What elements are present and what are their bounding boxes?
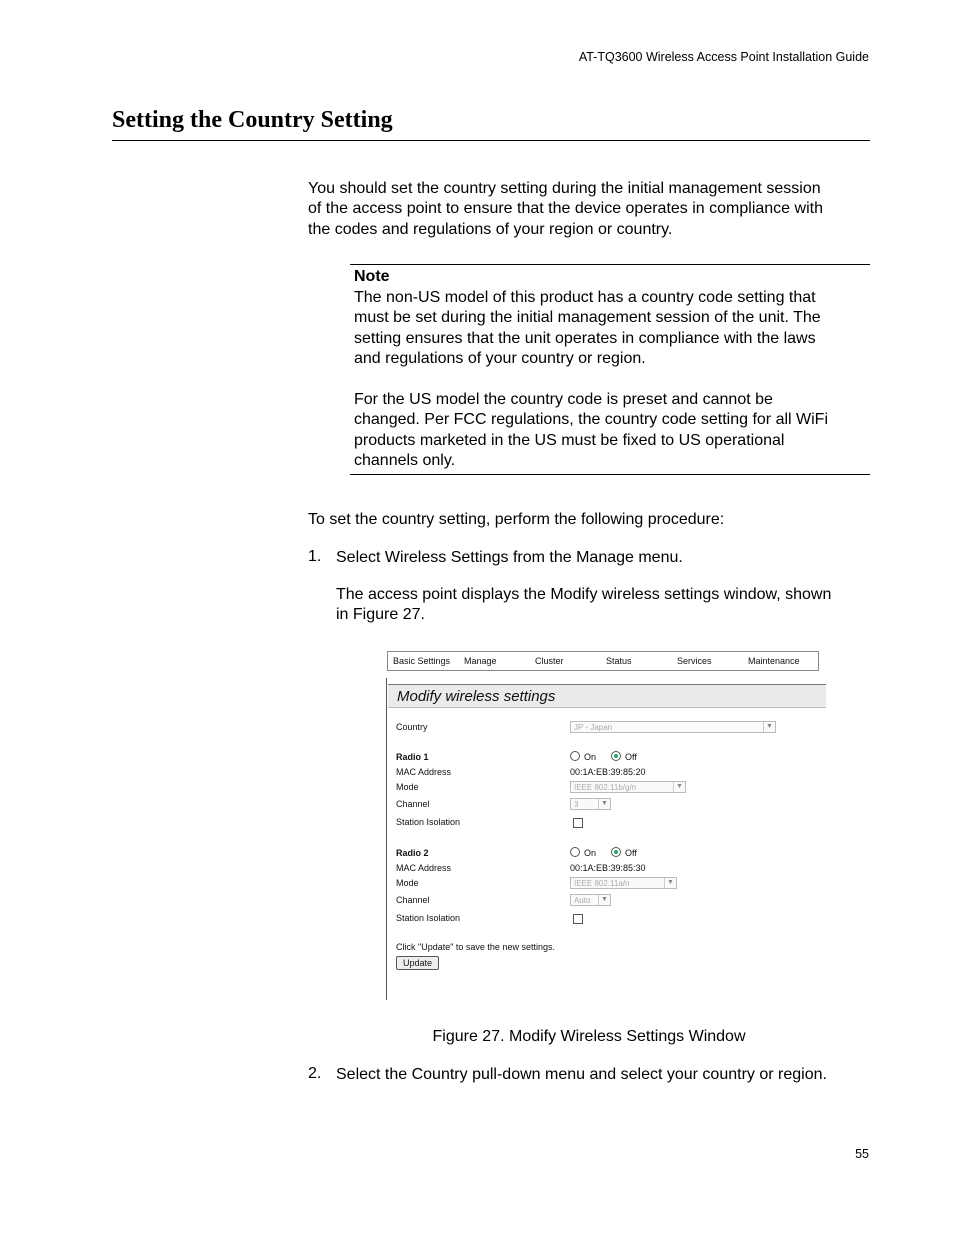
- menu-services[interactable]: Services: [677, 656, 712, 666]
- procedure-intro: To set the country setting, perform the following procedure:: [308, 511, 725, 528]
- radio2-title: Radio 2: [396, 848, 429, 858]
- menu-manage[interactable]: Manage: [464, 656, 497, 666]
- running-header: AT-TQ3600 Wireless Access Point Installation Guide: [578, 50, 869, 64]
- note-line: must be set during the initial management session of the unit. The: [354, 309, 821, 326]
- radio1-on-radio[interactable]: [570, 751, 580, 761]
- intro-line: the codes and regulations of your region or country.: [308, 220, 673, 238]
- note-line: The non-US model of this product has a country code setting that: [354, 288, 816, 306]
- country-select[interactable]: [570, 721, 776, 733]
- note-line: channels only.: [354, 452, 456, 469]
- chevron-down-icon: ▼: [664, 878, 676, 888]
- title-rule: [112, 140, 870, 141]
- radio1-mode-label: Mode: [396, 782, 419, 792]
- intro-paragraph: [308, 179, 870, 240]
- menu-cluster[interactable]: Cluster: [535, 656, 564, 666]
- country-label: Country: [396, 722, 428, 732]
- radio2-toggle: [570, 847, 637, 858]
- radio2-on-radio[interactable]: [570, 847, 580, 857]
- chevron-down-icon: ▼: [763, 722, 775, 732]
- step-1-detail-line: The access point displays the Modify wireless settings window, shown: [336, 586, 832, 603]
- note-line: and regulations of your country or region.: [354, 350, 646, 367]
- radio2-mac-value: 00:1A:EB:39:85:30: [570, 863, 646, 873]
- menu-maintenance[interactable]: Maintenance: [748, 656, 800, 666]
- radio1-toggle: [570, 751, 637, 762]
- radio2-off-label: Off: [625, 848, 637, 858]
- step-2-number: 2.: [308, 1065, 322, 1082]
- radio1-isolation-label: Station Isolation: [396, 817, 461, 827]
- radio1-mac-value: 00:1A:EB:39:85:20: [570, 767, 646, 777]
- radio1-mode-value: IEEE 802.11b/g/n: [574, 783, 637, 792]
- figure-content: [386, 678, 828, 1000]
- radio2-isolation-label: Station Isolation: [396, 913, 461, 923]
- menu-basic-settings[interactable]: Basic Settings: [393, 656, 451, 666]
- step-1-detail: [336, 585, 870, 626]
- radio1-off-label: Off: [625, 752, 637, 762]
- country-value: JP - Japan: [574, 723, 613, 732]
- radio1-isolation-checkbox[interactable]: [573, 818, 583, 828]
- radio2-isolation-checkbox[interactable]: [573, 914, 583, 924]
- step-1-number: 1.: [308, 548, 322, 565]
- update-button[interactable]: Update: [396, 956, 439, 970]
- chevron-down-icon: ▼: [598, 895, 610, 905]
- radio2-off-radio[interactable]: [611, 847, 621, 857]
- radio2-mode-select[interactable]: [570, 877, 677, 889]
- update-hint: Click "Update" to save the new settings.: [396, 942, 555, 952]
- radio1-mac-label: MAC Address: [396, 767, 452, 777]
- radio1-channel-value: 3: [574, 800, 579, 809]
- note-title: Note: [354, 268, 390, 285]
- note-line: setting ensures that the unit operates in compliance with the laws: [354, 329, 816, 347]
- radio2-channel-value: Auto: [574, 896, 591, 905]
- page-number: 55: [855, 1147, 869, 1161]
- radio2-mode-label: Mode: [396, 878, 419, 888]
- step-2-text: Select the Country pull-down menu and select your country or region.: [336, 1066, 827, 1083]
- intro-line: of the access point to ensure that the device operates in compliance with: [308, 200, 823, 218]
- figure-menu-bar: [387, 651, 819, 671]
- radio1-mode-select[interactable]: [570, 781, 686, 793]
- radio2-mode-value: IEEE 802.11a/n: [574, 879, 630, 888]
- radio1-channel-select[interactable]: [570, 798, 611, 810]
- step-1-text: Select Wireless Settings from the Manage menu.: [336, 549, 683, 566]
- figure-caption: Figure 27. Modify Wireless Settings Window: [432, 1028, 746, 1045]
- radio1-title: Radio 1: [396, 752, 429, 762]
- step-1-detail-line: in Figure 27.: [336, 606, 425, 624]
- note-box: [354, 267, 870, 472]
- note-line: changed. Per FCC regulations, the country code setting for all WiFi: [354, 411, 828, 428]
- radio2-mac-label: MAC Address: [396, 863, 452, 873]
- note-top-rule: [350, 264, 870, 265]
- section-title: Setting the Country Setting: [112, 107, 393, 133]
- intro-line: You should set the country setting during the initial management session: [308, 180, 821, 197]
- chevron-down-icon: ▼: [598, 799, 610, 809]
- radio1-on-label: On: [584, 752, 597, 762]
- figure-screenshot: [386, 650, 828, 1002]
- note-line: For the US model the country code is preset and cannot be: [354, 390, 773, 408]
- radio2-channel-select[interactable]: [570, 894, 611, 906]
- radio1-off-radio[interactable]: [611, 751, 621, 761]
- figure-heading: Modify wireless settings: [388, 684, 826, 708]
- chevron-down-icon: ▼: [673, 782, 685, 792]
- menu-status[interactable]: Status: [606, 656, 632, 666]
- radio1-channel-label: Channel: [396, 799, 430, 809]
- radio2-channel-label: Channel: [396, 895, 430, 905]
- note-bottom-rule: [350, 474, 870, 475]
- note-line: products marketed in the US must be fixed to US operational: [354, 431, 785, 449]
- radio2-on-label: On: [584, 848, 597, 858]
